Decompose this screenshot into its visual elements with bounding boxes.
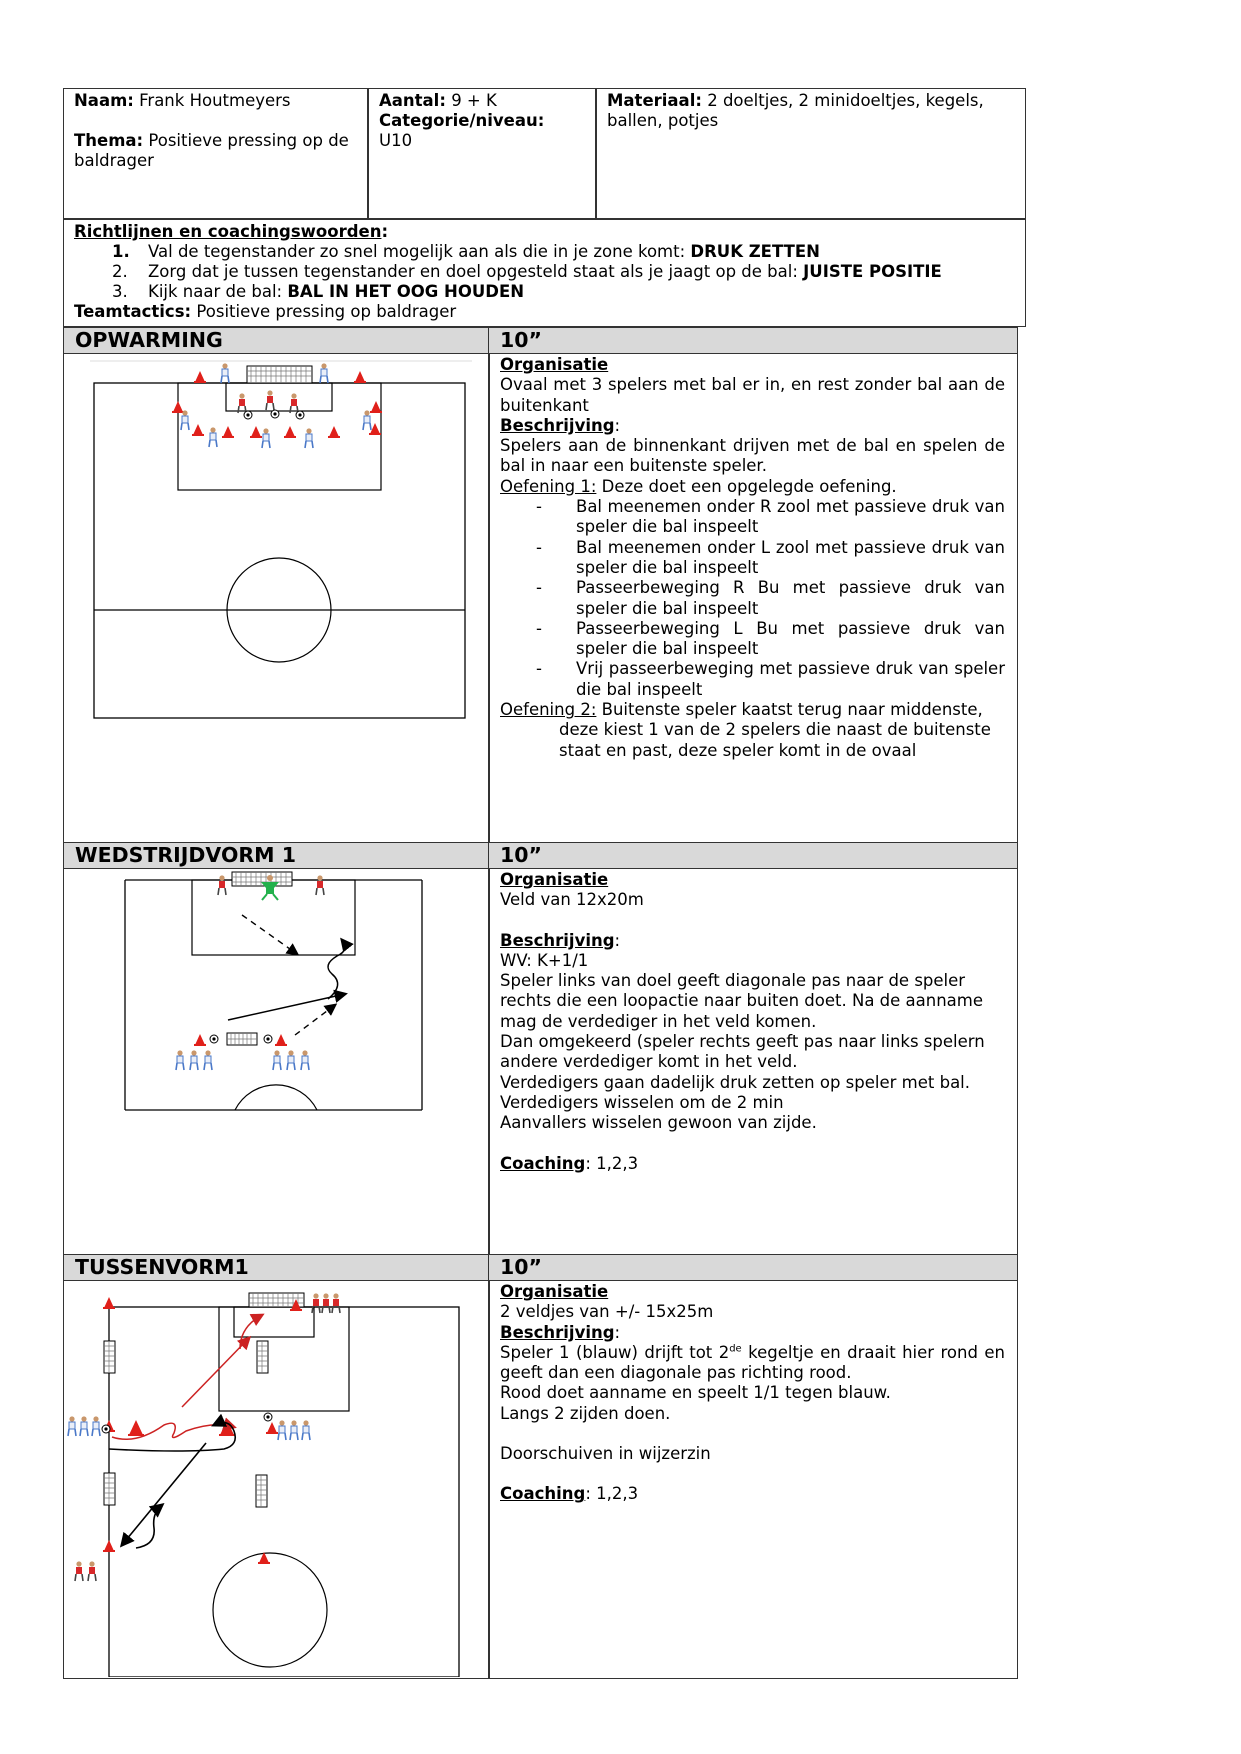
player-blue-icon xyxy=(363,410,371,430)
list-item xyxy=(500,538,1005,579)
organisatie-text: Veld van 12x20m xyxy=(500,890,644,910)
list-item-text: Vrij passeerbeweging met passieve druk van speler die bal inspeelt xyxy=(576,659,1005,699)
beschrijving-text: Spelers aan de binnenkant drijven met de bal en spelen de bal in naar een buitenste speler. xyxy=(500,436,1005,476)
tussenvorm-text xyxy=(500,1282,1005,1505)
colon: : xyxy=(614,930,621,950)
beschrijving-label: Beschrijving xyxy=(500,1322,615,1342)
item-number: 3. xyxy=(112,282,128,301)
richtlijnen-title: Richtlijnen en coachingswoorden xyxy=(74,222,382,241)
header-materiaal-cell xyxy=(597,89,1025,133)
naam-value: Frank Houtmeyers xyxy=(139,91,291,110)
dash: - xyxy=(536,497,542,517)
goal-icon xyxy=(247,366,312,383)
player-red-icon xyxy=(238,393,246,413)
list-item xyxy=(74,262,1015,282)
wedstrijdvorm-field-diagram xyxy=(110,870,440,1115)
categorie-label: Categorie/niveau: xyxy=(379,111,545,130)
list-item-text: Bal meenemen onder R zool met passieve druk van speler die bal inspeelt xyxy=(576,497,1005,537)
coaching-label: Coaching xyxy=(500,1484,586,1504)
section-time-opwarming xyxy=(488,327,1018,354)
dash: - xyxy=(536,537,542,557)
player-red-icon xyxy=(332,1293,340,1313)
aantal-value: 9 + K xyxy=(451,91,497,110)
organisatie-text: 2 veldjes van +/- 15x25m xyxy=(500,1302,714,1322)
section-time-wedstrijdvorm xyxy=(488,842,1018,869)
cone-icon xyxy=(328,426,340,438)
dash: - xyxy=(536,578,542,598)
run-arrow-curved xyxy=(328,940,345,999)
player-red-icon xyxy=(266,390,274,410)
colon: : xyxy=(614,415,621,435)
organisatie-text: Ovaal met 3 spelers met bal er in, en rest zonder bal aan de buitenkant xyxy=(500,375,1005,415)
cone-icon xyxy=(172,401,184,413)
player-blue-icon xyxy=(204,1050,212,1070)
beschrijving-line: Dan omgekeerd (speler rechts geeft pas naar links spelern andere verdediger komt in het veld. xyxy=(500,1032,985,1072)
list-item xyxy=(74,282,1015,302)
item-keyword: JUISTE POSITIE xyxy=(803,262,942,281)
list-item xyxy=(500,659,1005,700)
arc xyxy=(235,1085,317,1110)
cone-icon xyxy=(192,424,204,436)
beschrijving-line: Verdedigers wisselen om de 2 min xyxy=(500,1092,784,1112)
pass-arrow-red xyxy=(182,1338,249,1407)
materiaal-value: 2 doeltjes, 2 minidoeltjes, kegels, ballen, potjes xyxy=(607,91,984,130)
cone-icon xyxy=(103,1297,115,1309)
section-bar-tussenvorm xyxy=(63,1254,490,1281)
beschrijving-line: Langs 2 zijden doen. xyxy=(500,1403,671,1423)
player-blue-icon xyxy=(290,1420,298,1440)
richtlijnen-list xyxy=(74,242,1015,302)
item-keyword: BAL IN HET OOG HOUDEN xyxy=(287,282,525,301)
section-time-tussenvorm xyxy=(488,1254,1018,1281)
coaching-label: Coaching xyxy=(500,1153,586,1173)
beschrijving-line: Aanvallers wisselen gewoon van zijde. xyxy=(500,1113,817,1133)
oefening-1-label: Oefening 1: xyxy=(500,476,597,496)
section-title: WEDSTRIJDVORM 1 xyxy=(75,843,296,867)
ball-icon xyxy=(244,411,252,419)
oefening-2-label: Oefening 2: xyxy=(500,700,597,720)
player-red-icon xyxy=(290,393,298,413)
richtlijnen-box xyxy=(63,218,1026,327)
item-number: 2. xyxy=(112,262,128,281)
player-blue-icon xyxy=(221,363,229,383)
item-text: Kijk naar de bal: xyxy=(148,282,288,301)
section-bar-wedstrijdvorm xyxy=(63,842,490,869)
section-time: 10” xyxy=(500,843,543,867)
field-outline xyxy=(109,1307,459,1677)
teamtactics-value: Positieve pressing op baldrager xyxy=(196,302,457,321)
list-item xyxy=(500,497,1005,538)
mini-goal-icon xyxy=(256,1475,267,1507)
ball-icon xyxy=(264,1413,272,1421)
player-blue-icon xyxy=(278,1420,286,1440)
cone-icon xyxy=(250,426,262,438)
player-blue-icon xyxy=(190,1050,198,1070)
section-time: 10” xyxy=(500,328,543,352)
list-item-text: Passeerbeweging L Bu met passieve druk van speler die bal inspeelt xyxy=(576,618,1005,659)
categorie-value: U10 xyxy=(379,131,413,150)
header-table xyxy=(63,88,1026,220)
cone-icon xyxy=(194,1034,206,1046)
player-blue-icon xyxy=(273,1050,281,1070)
beschrijving-line: Speler links van doel geeft diagonale pas naar de speler rechts die een loopactie naar buiten doet. Na de aanname mag de verdediger in het veld komen. xyxy=(500,971,984,1031)
beschrijving-line: WV: K+1/1 xyxy=(500,950,589,970)
ball-icon xyxy=(264,1035,272,1043)
center-circle xyxy=(213,1553,327,1667)
player-blue-icon xyxy=(320,363,328,383)
oefening-2-text: Buitenste speler kaatst terug naar middenste, deze kiest 1 van de 2 spelers die naast de buitenste staat en past, deze speler komt in de ovaal xyxy=(559,700,991,760)
list-item-text: Passeerbeweging R Bu met passieve druk van speler die bal inspeelt xyxy=(576,578,1005,618)
cone-icon xyxy=(354,371,366,383)
item-text: Val de tegenstander zo snel mogelijk aan als die in je zone komt: xyxy=(148,242,691,261)
player-blue-icon xyxy=(305,428,313,448)
beschrijving-text xyxy=(500,1343,1005,1384)
pass-arrow-dashed xyxy=(242,915,297,954)
wedstrijdvorm-text xyxy=(500,870,1005,1174)
dash: - xyxy=(536,659,542,679)
item-keyword: DRUK ZETTEN xyxy=(690,242,820,261)
player-blue-icon xyxy=(301,1050,309,1070)
organisatie-label: Organisatie xyxy=(500,870,609,889)
item-number: 1. xyxy=(112,242,130,261)
field-outline xyxy=(94,383,465,718)
header-naam-cell xyxy=(64,89,367,173)
beschrijving-line: Verdedigers gaan dadelijk druk zetten op speler met bal. xyxy=(500,1072,971,1092)
item-text: Zorg dat je tussen tegenstander en doel opgesteld staat als je jaagt op de bal: xyxy=(148,262,804,281)
coaching-value: : 1,2,3 xyxy=(585,1484,639,1504)
cone-icon xyxy=(194,371,206,383)
cone-icon xyxy=(266,1422,278,1434)
player-red-icon xyxy=(88,1561,96,1581)
goal-area xyxy=(234,1307,314,1337)
column-divider xyxy=(488,327,490,1679)
section-title: TUSSENVORM1 xyxy=(75,1255,249,1279)
mini-goal-icon xyxy=(257,1341,268,1373)
beschrijving-line: Rood doet aanname en speelt 1/1 tegen blauw. xyxy=(500,1383,891,1403)
header-aantal-cell xyxy=(369,89,595,153)
player-red-icon xyxy=(75,1561,83,1581)
dribble-arrow-red xyxy=(112,1423,234,1439)
extra-line: Doorschuiven in wijzerzin xyxy=(500,1444,711,1464)
colon: : xyxy=(614,1322,621,1342)
pass-arrow xyxy=(122,1443,206,1545)
cone-icon xyxy=(103,1540,115,1552)
pass-arrow-dashed xyxy=(295,1005,335,1035)
organisatie-label: Organisatie xyxy=(500,1282,609,1301)
ball-icon xyxy=(296,411,304,419)
player-red-icon xyxy=(316,875,324,895)
beschrijving-label: Beschrijving xyxy=(500,415,615,435)
list-item xyxy=(500,619,1005,660)
player-blue-icon xyxy=(302,1420,310,1440)
thema-value: Positieve pressing op de baldrager xyxy=(74,131,349,170)
ball-icon xyxy=(271,410,279,418)
cone-icon xyxy=(128,1420,144,1436)
player-red-icon xyxy=(322,1293,330,1313)
pass-arrow xyxy=(228,994,345,1020)
cone-icon xyxy=(370,401,382,413)
list-item xyxy=(74,242,1015,262)
cone-icon xyxy=(284,426,296,438)
goal-icon xyxy=(232,872,292,886)
ball-icon xyxy=(210,1035,218,1043)
coaching-value: : 1,2,3 xyxy=(585,1153,639,1173)
mini-goal-icon xyxy=(104,1473,115,1505)
ball-icon xyxy=(102,1425,110,1433)
penalty-area xyxy=(219,1307,349,1411)
naam-label: Naam: xyxy=(74,91,134,110)
mini-goal-icon xyxy=(104,1341,115,1373)
player-blue-icon xyxy=(68,1416,76,1436)
materiaal-label: Materiaal: xyxy=(607,91,702,110)
oefening-1-text: Deze doet een opgelegde oefening. xyxy=(596,476,897,496)
section-bar-opwarming xyxy=(63,327,490,354)
tussenvorm-field-diagram xyxy=(64,1283,486,1677)
beschrijving-part: kegeltje en draait hier rond en geeft dan een diagonale pas richting rood. xyxy=(500,1342,1005,1383)
player-blue-icon xyxy=(287,1050,295,1070)
thema-label: Thema: xyxy=(74,131,144,150)
beschrijving-label: Beschrijving xyxy=(500,930,615,950)
cone-icon xyxy=(275,1034,287,1046)
cone-icon xyxy=(222,426,234,438)
player-blue-icon xyxy=(181,410,189,430)
player-blue-icon xyxy=(80,1416,88,1436)
player-red-icon xyxy=(312,1293,320,1313)
dash: - xyxy=(536,618,542,638)
section-time: 10” xyxy=(500,1255,543,1279)
penalty-area xyxy=(178,383,381,490)
opwarming-field-diagram xyxy=(80,355,480,725)
organisatie-label: Organisatie xyxy=(500,355,609,374)
opwarming-text xyxy=(500,355,1005,761)
player-blue-icon xyxy=(262,428,270,448)
section-title: OPWARMING xyxy=(75,328,223,352)
player-red-icon xyxy=(218,875,226,895)
player-blue-icon xyxy=(92,1416,100,1436)
player-blue-icon xyxy=(176,1050,184,1070)
list-item xyxy=(500,578,1005,619)
teamtactics-label: Teamtactics: xyxy=(74,302,192,321)
list-item-text: Bal meenemen onder L zool met passieve druk van speler die bal inspeelt xyxy=(576,537,1005,577)
superscript: de xyxy=(729,1343,742,1355)
aantal-label: Aantal: xyxy=(379,91,446,110)
richtlijnen-colon: : xyxy=(381,222,389,241)
beschrijving-part: Speler 1 (blauw) drijft tot 2 xyxy=(500,1342,730,1362)
player-blue-icon xyxy=(209,427,217,447)
mini-goal-icon xyxy=(227,1033,257,1045)
